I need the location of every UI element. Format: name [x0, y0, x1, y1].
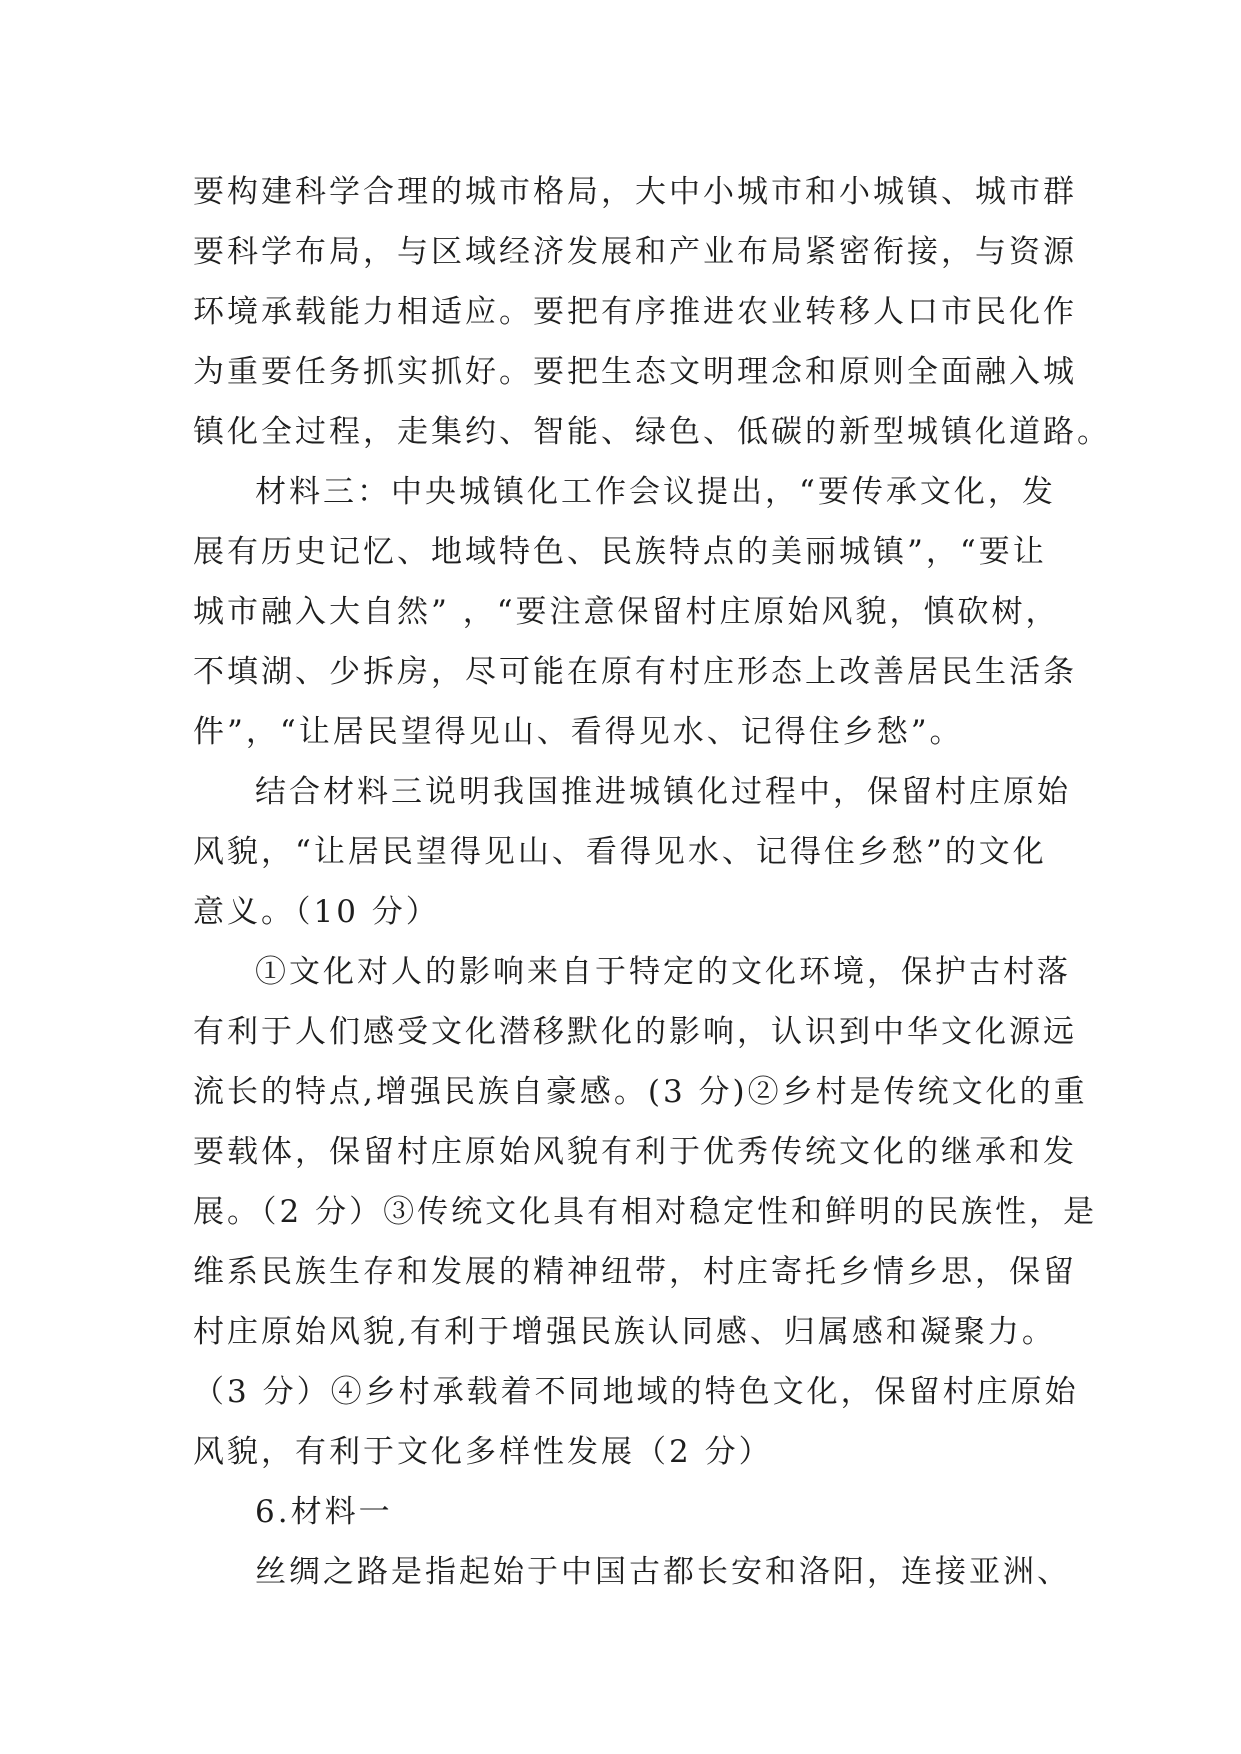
text-line-5: 镇化全过程，走集约、智能、绿色、低碳的新型城镇化道路。 [193, 414, 1111, 450]
text-line-10: 件”，“让居民望得见山、看得见水、记得住乡愁”。 [193, 714, 964, 750]
text-line-9: 不填湖、少拆房，尽可能在原有村庄形态上改善居民生活条 [193, 654, 1077, 690]
text-line-22: 风貌，有利于文化多样性发展（2 分） [193, 1434, 773, 1470]
text-line-15: 有利于人们感受文化潜移默化的影响，认识到中华文化源远 [193, 1014, 1077, 1050]
text-line-13: 意义。（10 分） [193, 894, 440, 930]
text-line-21: （3 分）④乡村承载着不同地域的特色文化，保留村庄原始 [193, 1374, 1079, 1410]
text-line-6: 材料三：中央城镇化工作会议提出，“要传承文化，发 [255, 474, 1056, 510]
text-line-2: 要科学布局，与区域经济发展和产业布局紧密衔接，与资源 [193, 234, 1077, 270]
text-line-19: 维系民族生存和发展的精神纽带，村庄寄托乡情乡思，保留 [193, 1254, 1077, 1290]
text-line-11: 结合材料三说明我国推进城镇化过程中，保留村庄原始 [255, 774, 1071, 810]
text-line-8: 城市融入大自然” ，“要注意保留村庄原始风貌，慎砍树， [193, 594, 1060, 630]
text-line-12: 风貌，“让居民望得见山、看得见水、记得住乡愁”的文化 [193, 834, 1047, 870]
document-body [193, 162, 1111, 1602]
text-line-7: 展有历史记忆、地域特色、民族特点的美丽城镇”，“要让 [193, 534, 1047, 570]
text-line-3: 环境承载能力相适应。要把有序推进农业转移人口市民化作 [193, 294, 1077, 330]
text-line-24: 丝绸之路是指起始于中国古都长安和洛阳，连接亚洲、 [255, 1554, 1071, 1590]
text-line-1: 要构建科学合理的城市格局，大中小城市和小城镇、城市群 [193, 174, 1077, 210]
text-line-16: 流长的特点,增强民族自豪感。(3 分)②乡村是传统文化的重 [193, 1074, 1088, 1110]
text-line-14: ①文化对人的影响来自于特定的文化环境，保护古村落 [255, 954, 1071, 990]
text-line-23: 6.材料一 [255, 1494, 393, 1530]
text-line-4: 为重要任务抓实抓好。要把生态文明理念和原则全面融入城 [193, 354, 1077, 390]
text-line-17: 要载体，保留村庄原始风貌有利于优秀传统文化的继承和发 [193, 1134, 1077, 1170]
text-line-18: 展。（2 分）③传统文化具有相对稳定性和鲜明的民族性，是 [193, 1194, 1098, 1230]
text-line-20: 村庄原始风貌,有利于增强民族认同感、归属感和凝聚力。 [193, 1314, 1056, 1350]
